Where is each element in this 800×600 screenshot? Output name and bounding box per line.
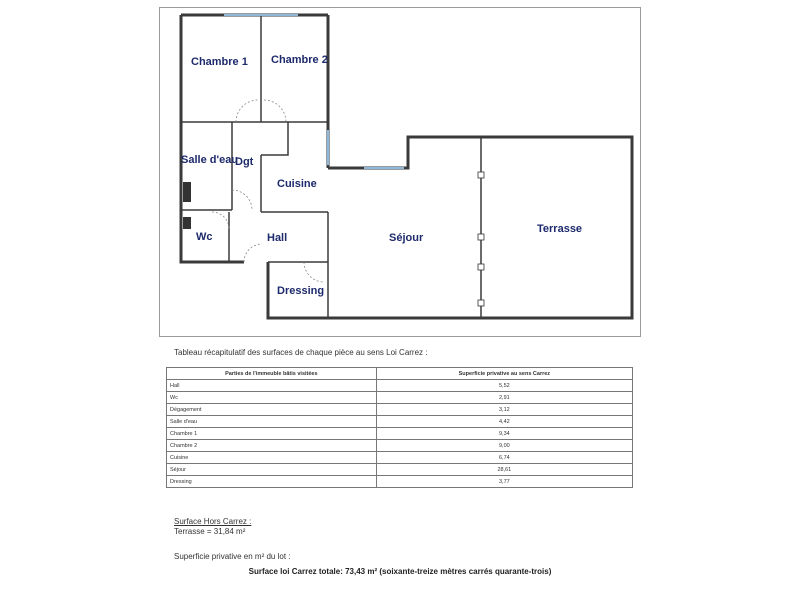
row-value: 4,42 [376,416,632,428]
surface-table [166,367,633,488]
fixture-wc [183,217,191,229]
row-value: 28,61 [376,464,632,476]
row-value: 3,12 [376,404,632,416]
door-marker-4 [478,300,484,306]
row-name: Dégagement [167,404,377,416]
room-terrasse: Terrasse [537,223,583,235]
room-salle-eau: Salle d'eau [181,154,239,166]
table-row [167,404,633,416]
total-surface: Surface loi Carrez totale: 73,43 m² (soixante-treize mètres carrés quarante-trois) [248,567,552,576]
row-name: Salle d'eau [167,416,377,428]
room-chambre-1: Chambre 1 [191,56,248,68]
door-ch1 [236,100,258,122]
table-row [167,392,633,404]
fixture-sde [183,182,191,202]
door-marker-1 [478,172,484,178]
row-name: Chambre 1 [167,428,377,440]
row-name: Séjour [167,464,377,476]
row-value: 5,52 [376,380,632,392]
door-marker-3 [478,264,484,270]
room-hall: Hall [267,232,288,244]
table-row [167,428,633,440]
row-name: Dressing [167,476,377,488]
table-header-row [167,368,633,380]
header-superficie: Superficie privative au sens Carrez [376,368,632,380]
room-sejour: Séjour [389,232,424,244]
table-row [167,440,633,452]
row-name: Wc [167,392,377,404]
table-intro: Tableau récapitulatif des surfaces de chaque pièce au sens Loi Carrez : [174,348,428,357]
door-wc [212,212,229,229]
table-row [167,380,633,392]
room-dressing: Dressing [277,285,325,297]
row-value: 9,00 [376,440,632,452]
row-value: 9,34 [376,428,632,440]
wall-cuisine-top [261,122,288,155]
hors-carrez-title: Surface Hors Carrez : [174,517,252,526]
door-sde [232,190,252,210]
table-row [167,452,633,464]
door-marker-2 [478,234,484,240]
table-row [167,476,633,488]
row-name: Chambre 2 [167,440,377,452]
row-value: 6,74 [376,452,632,464]
room-wc: Wc [196,231,213,243]
room-chambre-2: Chambre 2 [271,54,328,66]
row-name: Hall [167,380,377,392]
superficie-label: Superficie privative en m² du lot : [174,552,291,561]
table-row [167,464,633,476]
header-parties: Parties de l'immeuble bâtis visitées [167,368,377,380]
row-value: 2,91 [376,392,632,404]
table-row [167,416,633,428]
row-name: Cuisine [167,452,377,464]
room-cuisine: Cuisine [277,178,317,190]
door-entry [244,244,262,262]
row-value: 3,77 [376,476,632,488]
door-dressing [304,262,324,282]
room-dgt: Dgt [235,156,254,168]
door-ch2 [264,100,286,122]
hors-carrez-terrasse: Terrasse = 31,84 m² [174,527,246,536]
